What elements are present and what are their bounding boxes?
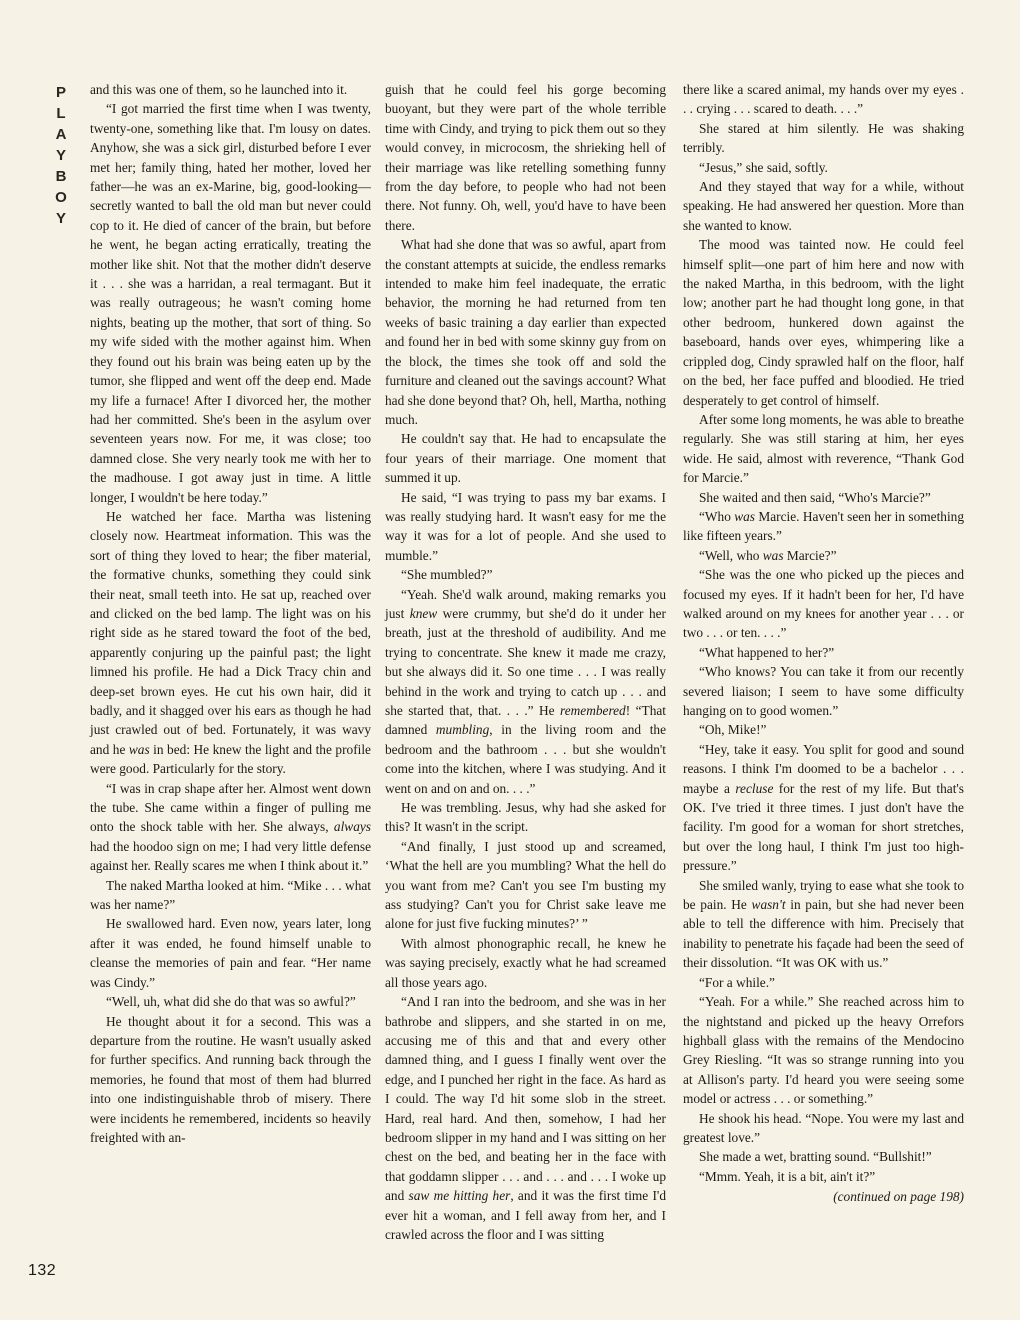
paragraph: “Who knows? You can take it from our recently severed liaison; I seem to have some difficulty hanging on to good women.” [683,664,964,718]
paragraph: He couldn't say that. He had to encapsulate the four years of their marriage. One moment that summed it up. [385,431,666,486]
paragraph: “And I ran into the bedroom, and she was in her bathrobe and slippers, and she started in on me, accusing me of this and that and every other damned thing, and I guess I finally went over the edge, and I punched her right in the face. As hard as I could. The way I'd hit some slob in the street. Hard, real hard. And then, somehow, I had her bedroom slipper in my hand and I was sitting on her chest on the bed, and beating her in the face with that goddamn slipper . . . and . . . and . . . I woke up and saw me hitting her, and it was the first time I'd ever hit a woman, and I fell away from her, and I crawled across the floor and I was sitting [385,994,666,1242]
page-number: 132 [28,1262,57,1279]
paragraph: “Who was Marcie. Haven't seen her in something like fifteen years.” [683,508,964,544]
running-head: P L A Y B O Y [55,84,67,227]
paragraph: With almost phonographic recall, he knew he was saying precisely, exactly what he had screamed all those years ago. [385,935,666,990]
paragraph: “Well, who was Marcie?” [699,547,837,563]
paragraph: “I got married the first time when I was twenty, twenty-one, something like that. I'm lousy on dates. Anyhow, she was a sick girl, disturbed before I ever met her; family thing, hated her mother, loved her father—he was an ex-Marine, big, good-looking—secretly wanted to ball the old man but never could cop to it. He died of cancer of the brain, but before he went, he began acting erratically, treating the mother like shit. Not that the mother didn't deserve it . . . she was a harridan, a real termagant. But it was really outrageous; he wasn't coming home nights, beating up the mother, that sort of thing. So my wife sided with the mother against him. When they found out his brain was being eaten up by the tumor, she flipped and went off the deep end. Made my life a furnace! After I divorced her, the mother had her committed. She's been in the asylum over seventeen years now. For me, it was close; too damned close. She very nearly took me with her to the madhouse. I got away just in time. A little longer, I wouldn't be here today.” [90,101,371,505]
text-column-3 [683,80,964,1207]
paragraph: The mood was tainted now. He could feel himself split—one part of him here and now with the naked Martha, in this bedroom, with the light low; another part he had thought long gone, in that other bedroom, hunkered down against the baseboard, hands over eyes, whimpering like a crippled dog, Cindy sprawled half on the floor, half on the bed, her face puffed and bloodied. He tried desperately to get control of himself. [683,237,964,408]
text-column-1 [90,80,371,1147]
paragraph: “Mmm. Yeah, it is a bit, ain't it?” [699,1168,876,1184]
paragraph: He watched her face. Martha was listening closely now. Heartmeat information. This was the sort of thing they loved to hear; the fiber material, the formative chunks, something they could sink their neat, small teeth into. He sat up, reached over and clicked on the bed lamp. The light was on his right side as he stared toward the foot of the bed, apparently conjuring up the painful past; the light limned his profile. He had a Dick Tracy chin and deep-set brown eyes. He cut his own hair, did it badly, and it shagged over his ears as though he had just crawled out of bed. Fortunately, it was wavy and he was in bed: He knew the light and the profile were good. Particularly for the story. [90,508,371,777]
paragraph: “What happened to her?” [699,644,835,660]
paragraph: What had she done that was so awful, apart from the constant attempts at suicide, the endless remarks intended to make him feel inadequate, the erratic behavior, the morning he had returned from ten weeks of basic training a day earlier than expected and found her in bed with some skinny guy from on the block, the times she took off and sold the furniture and cleaned out the savings account? What had she done beyond that? Oh, hell, Martha, nothing much. [385,237,666,427]
text-column-2 [385,80,666,1244]
paragraph: After some long moments, he was able to breathe regularly. She was still staring at him, her eyes wide. He said, almost with reverence, “Thank God for Marcie.” [683,411,964,486]
paragraph: He said, “I was trying to pass my bar exams. I was really studying hard. It wasn't easy for me the way it was for a lot of people. And she used to mumble.” [385,489,666,563]
paragraph: and this was one of them, so he launched into it. [90,82,348,97]
paragraph: “For a while.” [699,974,775,990]
paragraph: The naked Martha looked at him. “Mike . . . what was her name?” [90,877,371,913]
paragraph: “And finally, I just stood up and screamed, ‘What the hell are you mumbling? What the hell do you want from me? Can't you see I'm busting my ass studying? Can't you for Christ sake leave me alone for just five fucking minutes?’ ” [385,838,666,932]
paragraph: And they stayed that way for a while, without speaking. He had answered her question. More than she wanted to know. [683,179,964,233]
paragraph: He thought about it for a second. This was a departure from the routine. He wasn't usually asked for further specifics. And running back through the memories, he found that most of them had blurred into one indistinguishable throb of misery. There were incidents he remembered, incidents so heavily freighted with an- [90,1013,371,1145]
paragraph: She smiled wanly, trying to ease what she took to be pain. He wasn't in pain, but she had never been able to tell the difference with him. Precisely that inability to penetrate his façade had been the seed of their dissolution. “It was OK with us.” [683,877,964,971]
paragraph: He was trembling. Jesus, why had she asked for this? It wasn't in the script. [385,800,666,835]
paragraph: “She mumbled?” [401,567,493,583]
paragraph: She stared at him silently. He was shaking terribly. [683,120,964,156]
paragraph: He swallowed hard. Even now, years later, long after it was ended, he found himself unable to cleanse the memories of pain and fear. “Her name was Cindy.” [90,916,371,990]
paragraph: She waited and then said, “Who's Marcie?” [699,489,931,505]
paragraph: She made a wet, bratting sound. “Bullshit!” [699,1149,932,1165]
paragraph: guish that he could feel his gorge becoming buoyant, but they were part of the whole terrible time with Cindy, and trying to pick them out so they would convey, in microcosm, the shrieking hell of their marriage was like retelling something funny from the day before, to people who had not been there. Not funny. Oh, well, you'd have to have been there. [385,82,666,233]
paragraph: “Well, uh, what did she do that was so awful?” [106,994,356,1010]
paragraph: “Yeah. For a while.” She reached across him to the nightstand and picked up the heavy Orrefors highball glass with the remains of the Mendocino Grey Riesling. “It was so strange running into you at Allison's party. I'd heard you were seeing some model or actress . . . or something.” [683,994,964,1107]
paragraph: “Yeah. She'd walk around, making remarks you just knew were crummy, but she'd do it under her breath, just at the threshold of audibility. And me trying to concentrate. She knew it made me crazy, but she always did it. So one time . . . I was really behind in the work and trying to catch up . . . and she started that, that. . . .” He remembered! “That damned mumbling, in the living room and the bedroom and the bathroom . . . but she wouldn't come into the kitchen, where I was studying. And it went on and on and on. . . .” [385,586,667,796]
paragraph: He shook his head. “Nope. You were my last and greatest love.” [683,1110,964,1145]
continuation-note: (continued on page 198) [833,1189,964,1205]
paragraph: “I was in crap shape after her. Almost went down the tube. She came within a finger of pulling me onto the shock table with her. She always, always had the hoodoo sign on me; I had very little defense against her. Really scares me when I think about it.” [90,780,371,874]
paragraph: “She was the one who picked up the pieces and focused my eyes. If it hadn't been for her, I'd have walked around on my knees for another year . . . or two . . . or ten. . . .” [683,567,964,641]
paragraph: there like a scared animal, my hands over my eyes . . . crying . . . scared to death. . . .” [683,82,964,117]
paragraph: “Hey, take it easy. You split for good and sound reasons. I think I'm doomed to be a bachelor . . . maybe a recluse for the rest of my life. But that's OK. I've tried it three times. I just don't have the facility. I'm good for a woman for short stretches, but over the long haul, I think I'm just too high-pressure.” [683,741,964,874]
paragraph: “Oh, Mike!” [699,722,767,738]
paragraph: “Jesus,” she said, softly. [699,159,828,175]
